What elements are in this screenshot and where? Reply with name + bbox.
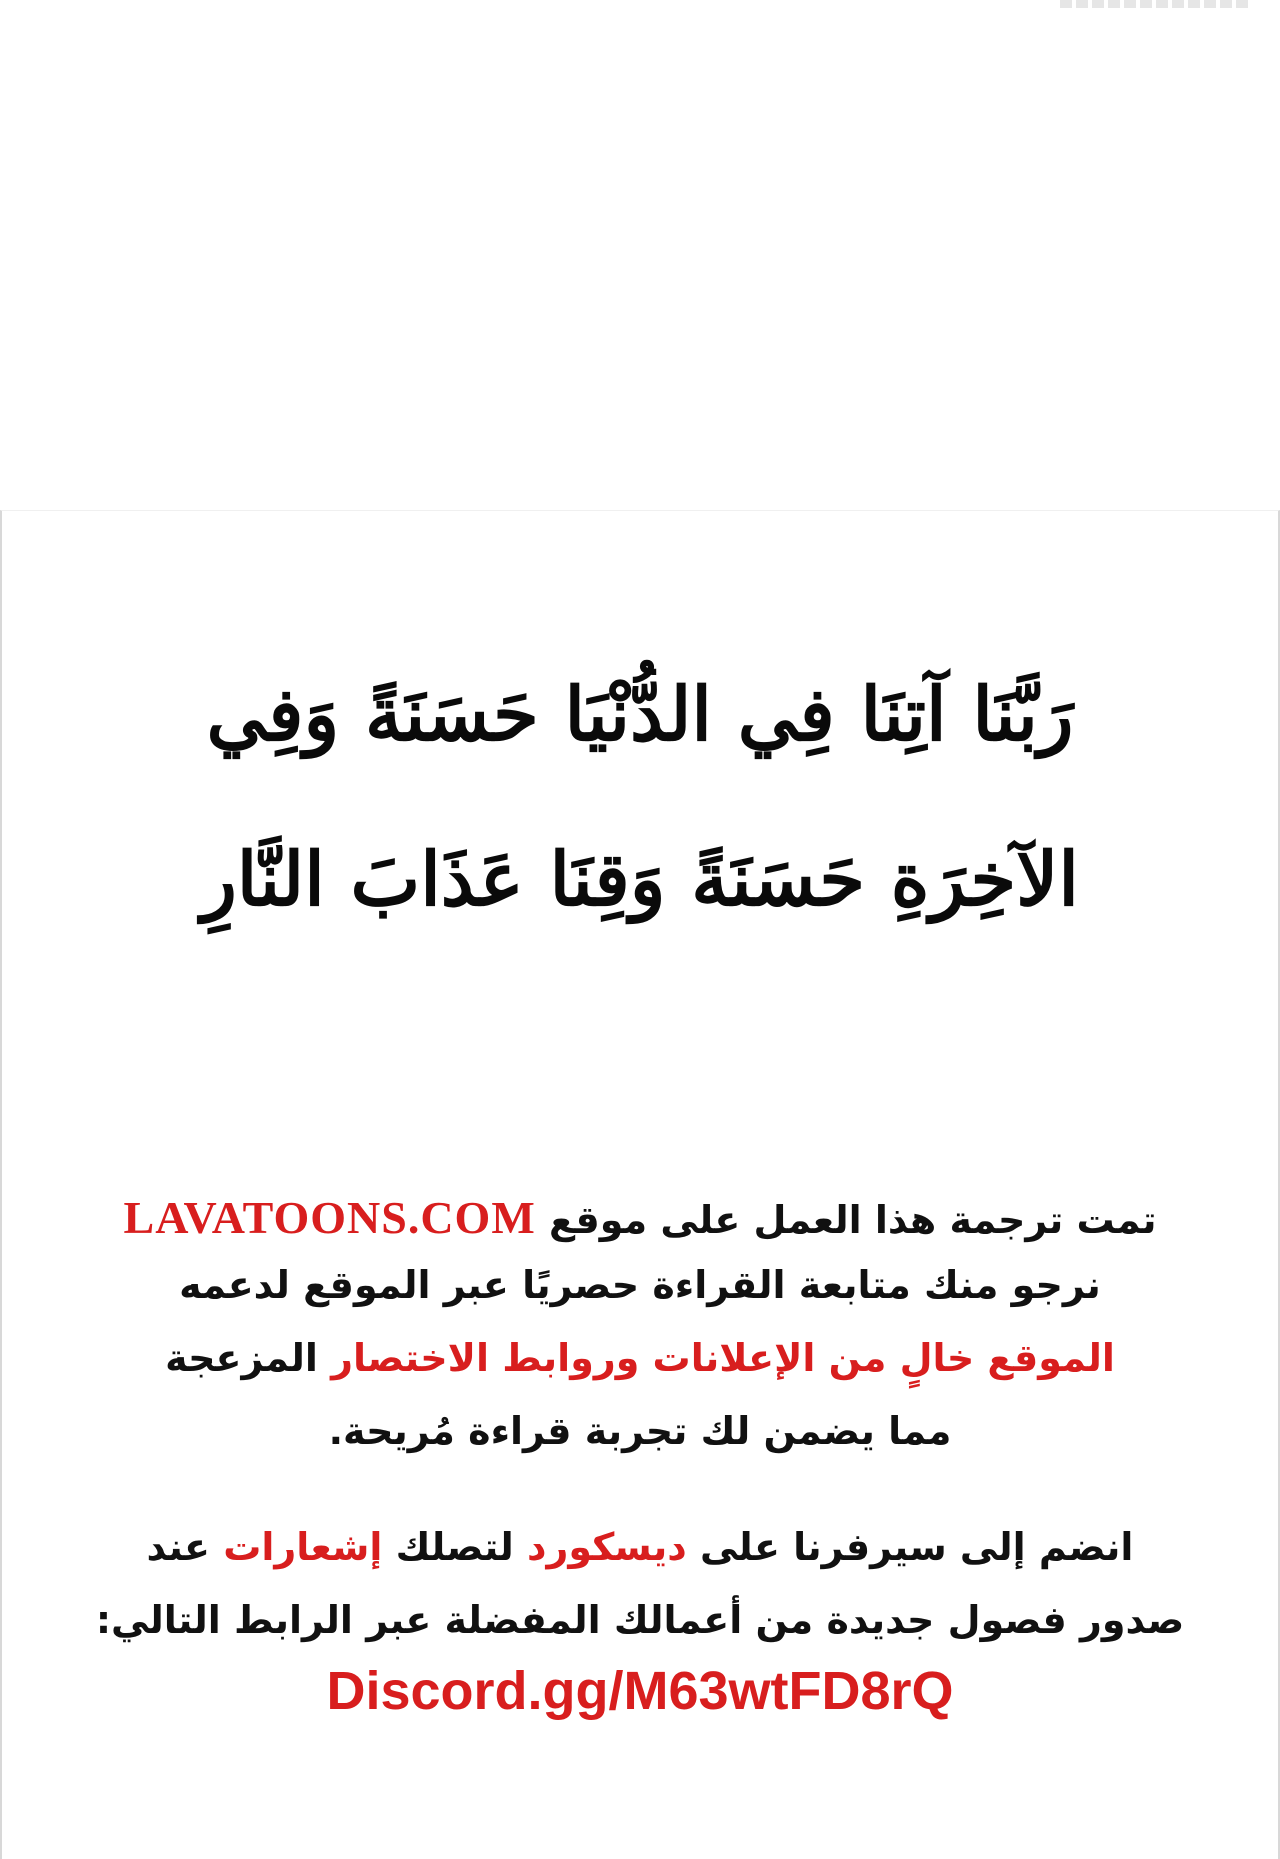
top-edge-mark xyxy=(1060,0,1250,8)
annoying-word: المزعجة xyxy=(165,1336,318,1380)
discord-receive-text: لتصلك xyxy=(395,1525,514,1569)
translation-notice-line-2: نرجو منك متابعة القراءة حصريًا عبر الموقع لدعمه xyxy=(179,1263,1101,1307)
dua-line-1: رَبَّنَا آتِنَا فِي الدُّنْيَا حَسَنَةً وَفِي xyxy=(206,672,1074,758)
discord-invite-line-1 xyxy=(40,1525,1240,1571)
dua-line-2: الآخِرَةِ حَسَنَةً وَقِنَا عَذَابَ النَّارِ xyxy=(201,837,1079,923)
ad-free-highlight: الموقع خالٍ من الإعلانات وروابط الاختصار xyxy=(331,1336,1115,1380)
notifications-word: إشعارات xyxy=(223,1525,383,1569)
discord-invite-link[interactable]: Discord.gg/M63wtFD8rQ xyxy=(326,1661,954,1721)
translation-notice-line-1 xyxy=(40,1190,1240,1245)
site-name-link[interactable]: LAVATOONS.COM xyxy=(123,1192,536,1243)
translation-notice-text: تمت ترجمة هذا العمل على موقع xyxy=(548,1198,1157,1242)
discord-invite-line-2: صدور فصول جديدة من أعمالك المفضلة عبر الرابط التالي: xyxy=(95,1598,1185,1642)
discord-when-text: عند xyxy=(146,1525,210,1569)
translation-notice-line-4: مما يضمن لك تجربة قراءة مُريحة. xyxy=(328,1409,952,1453)
blank-top-panel xyxy=(0,0,1280,510)
translation-notice-line-3 xyxy=(40,1336,1240,1382)
discord-join-text: انضم إلى سيرفرنا على xyxy=(699,1525,1134,1569)
discord-word: ديسكورد xyxy=(527,1525,687,1569)
